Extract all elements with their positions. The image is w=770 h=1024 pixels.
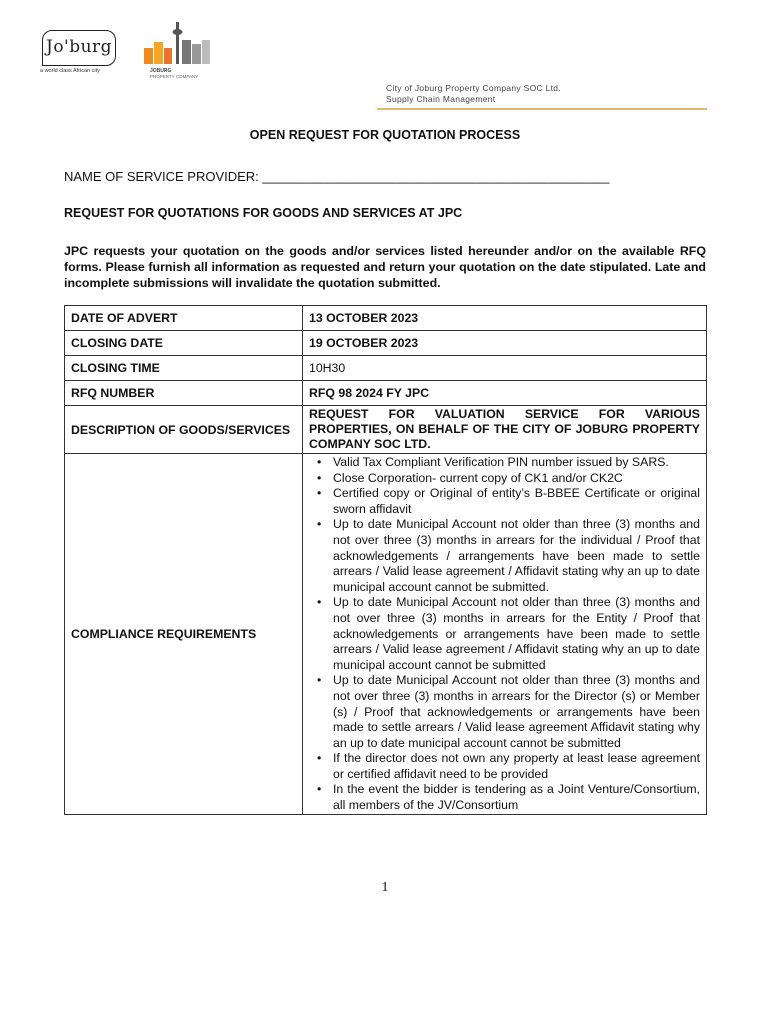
page-number: 1 — [381, 880, 389, 895]
list-item: • Up to date Municipal Account not older than three (3) months and not over three (3) months in arrears for the individual / Proof that acknowledgements / arrangements have been made to settle arrears / Valid lease agreement / Affidavit stating why an up to date municipal account cannot be submitted. — [333, 517, 700, 595]
list-item: • Up to date Municipal Account not older than three (3) months and not over three (3) months in arrears for the Director (s) or Member (s) / Proof that acknowledgements or arrangements have been made to settle arrears / Valid lease agreement Affidavit stating why an up to date municipal account cannot be submitted — [333, 673, 700, 751]
description-label: DESCRIPTION OF GOODS/SERVICES — [65, 406, 303, 454]
row-label: RFQ NUMBER — [65, 381, 303, 406]
header-divider — [377, 108, 707, 110]
intro-paragraph: JPC requests your quotation on the goods and/or services listed hereunder and/or on the available RFQ forms. Please furnish all information as requested and return your quotation on the date stipulated. Late and incomplete submissions will invalidate the quotation submitted. — [64, 244, 706, 290]
row-label: CLOSING TIME — [65, 356, 303, 381]
row-value: 19 OCTOBER 2023 — [303, 331, 707, 356]
list-item: • Up to date Municipal Account not older than three (3) months and not over three (3) months in arrears for the Entity / Proof that acknowledgements or arrangements have been made to settle arrears / Valid lease agreement / Affidavit stating why an up to date municipal account cannot be submitted — [333, 595, 700, 673]
compliance-list — [309, 455, 700, 814]
table-row — [65, 406, 707, 454]
list-item: • Valid Tax Compliant Verification PIN number issued by SARS. — [333, 455, 700, 471]
list-item: • If the director does not own any property at least lease agreement or certified affidavit need to be provided — [333, 751, 700, 782]
joburg-logo-wordmark: Jo'burg — [46, 37, 113, 57]
jpc-logo-line2: PROPERTY COMPANY — [150, 74, 199, 79]
list-item: • Close Corporation- current copy of CK1 and/or CK2C — [333, 471, 700, 487]
compliance-cell — [303, 454, 707, 815]
organisation-block — [386, 83, 561, 105]
jpc-logo-line1: JOBURG — [150, 68, 172, 74]
jpc-skyline-icon — [140, 18, 220, 68]
row-value: RFQ 98 2024 FY JPC — [303, 381, 707, 406]
table-row — [65, 306, 707, 331]
compliance-label: COMPLIANCE REQUIREMENTS — [65, 454, 303, 815]
joburg-logo — [38, 26, 118, 78]
table-row — [65, 356, 707, 381]
document-title: OPEN REQUEST FOR QUOTATION PROCESS — [249, 128, 521, 142]
table-row — [65, 331, 707, 356]
row-label: DATE OF ADVERT — [65, 306, 303, 331]
table-row — [65, 381, 707, 406]
description-value: REQUEST FOR VALUATION SERVICE FOR VARIOUS PROPERTIES, ON BEHALF OF THE CITY OF JOBURG PROPERTY COMPANY SOC LTD. — [303, 406, 707, 454]
service-provider-line: NAME OF SERVICE PROVIDER: ________________________________________________ — [64, 169, 610, 184]
rfq-details-table — [64, 305, 707, 815]
row-label: CLOSING DATE — [65, 331, 303, 356]
list-item: • In the event the bidder is tendering as a Joint Venture/Consortium, all members of the JV/Consortium — [333, 782, 700, 813]
row-value: 13 OCTOBER 2023 — [303, 306, 707, 331]
table-row — [65, 454, 707, 815]
joburg-tagline: a world class African city — [40, 68, 100, 74]
list-item: • Certified copy or Original of entity’s B-BBEE Certificate or original sworn affidavit — [333, 486, 700, 517]
row-value: 10H30 — [303, 356, 707, 381]
department-name: Supply Chain Management — [386, 94, 496, 104]
rfq-heading: REQUEST FOR QUOTATIONS FOR GOODS AND SERVICES AT JPC — [64, 206, 463, 220]
jpc-logo — [140, 18, 220, 78]
organisation-name: City of Joburg Property Company SOC Ltd. — [386, 83, 561, 93]
